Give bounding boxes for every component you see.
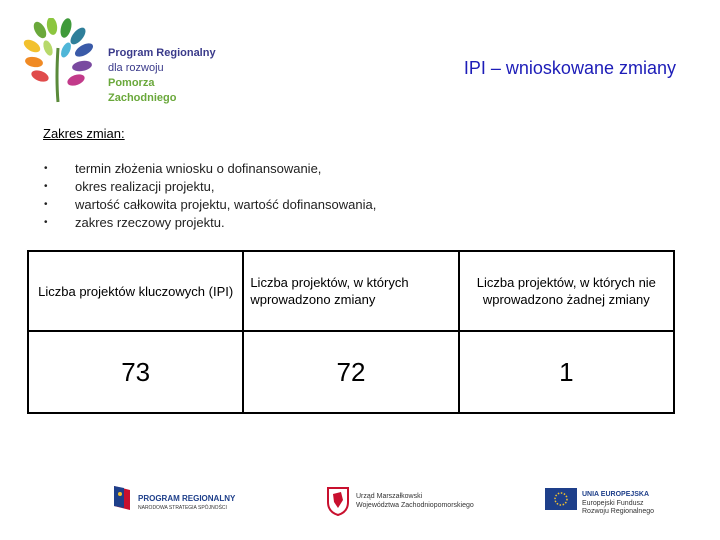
list-item-text: okres realizacji projektu, bbox=[75, 179, 215, 194]
flag-icon bbox=[112, 484, 132, 514]
logo-text bbox=[108, 46, 222, 106]
coat-of-arms-logo bbox=[326, 486, 350, 521]
list-item bbox=[44, 214, 376, 232]
eu-line-1: UNIA EUROPEJSKA bbox=[582, 491, 650, 498]
list-item-text: zakres rzeczowy projektu. bbox=[75, 215, 225, 230]
bullet-icon: • bbox=[44, 163, 48, 174]
stats-table bbox=[27, 250, 675, 414]
eu-flag-icon bbox=[545, 488, 577, 510]
list-item bbox=[44, 160, 376, 178]
footer bbox=[0, 478, 720, 528]
eu-line-3: Rozwoju Regionalnego bbox=[582, 508, 654, 515]
griffin-shield-icon bbox=[326, 486, 350, 516]
list-item bbox=[44, 178, 376, 196]
eu-flag-logo bbox=[545, 488, 577, 515]
bullet-icon: • bbox=[44, 217, 48, 228]
program-logo-text: PROGRAM REGIONALNY bbox=[138, 494, 236, 503]
bullet-icon: • bbox=[44, 181, 48, 192]
value-changed-projects: 72 bbox=[243, 331, 458, 413]
header-key-projects: Liczba projektów kluczowych (IPI) bbox=[28, 251, 243, 331]
list-item-text: wartość całkowita projektu, wartość dofinansowania, bbox=[75, 197, 377, 212]
program-regionalny-logo bbox=[112, 484, 132, 519]
eu-line-2: Europejski Fundusz bbox=[582, 500, 644, 507]
logo-line-1: Program Regionalny bbox=[108, 47, 216, 59]
list-item bbox=[44, 196, 376, 214]
marshal-office-line-1: Urząd Marszałkowski bbox=[356, 493, 423, 500]
leaf-tree-icon bbox=[22, 18, 102, 108]
marshal-office-line-2: Województwa Zachodniopomorskiego bbox=[356, 502, 474, 509]
header-changed-projects: Liczba projektów, w których wprowadzono zmiany bbox=[243, 251, 458, 331]
page-title: IPI – wnioskowane zmiany bbox=[463, 58, 676, 78]
scope-list bbox=[44, 160, 376, 232]
table-header-row bbox=[28, 251, 674, 331]
bullet-icon: • bbox=[44, 199, 48, 210]
header-unchanged-projects: Liczba projektów, w których nie wprowadzono żadnej zmiany bbox=[459, 251, 674, 331]
logo-line-3: Pomorza Zachodniego bbox=[108, 77, 177, 104]
scope-label: Zakres zmian: bbox=[43, 126, 125, 141]
logo-line-2: dla rozwoju bbox=[108, 62, 164, 74]
value-key-projects: 73 bbox=[28, 331, 243, 413]
program-logo bbox=[22, 18, 222, 108]
list-item-text: termin złożenia wniosku o dofinansowanie, bbox=[75, 161, 322, 176]
program-logo-subtext: NARODOWA STRATEGIA SPÓJNOŚCI bbox=[138, 505, 227, 511]
table-row bbox=[28, 331, 674, 413]
value-unchanged-projects: 1 bbox=[459, 331, 674, 413]
